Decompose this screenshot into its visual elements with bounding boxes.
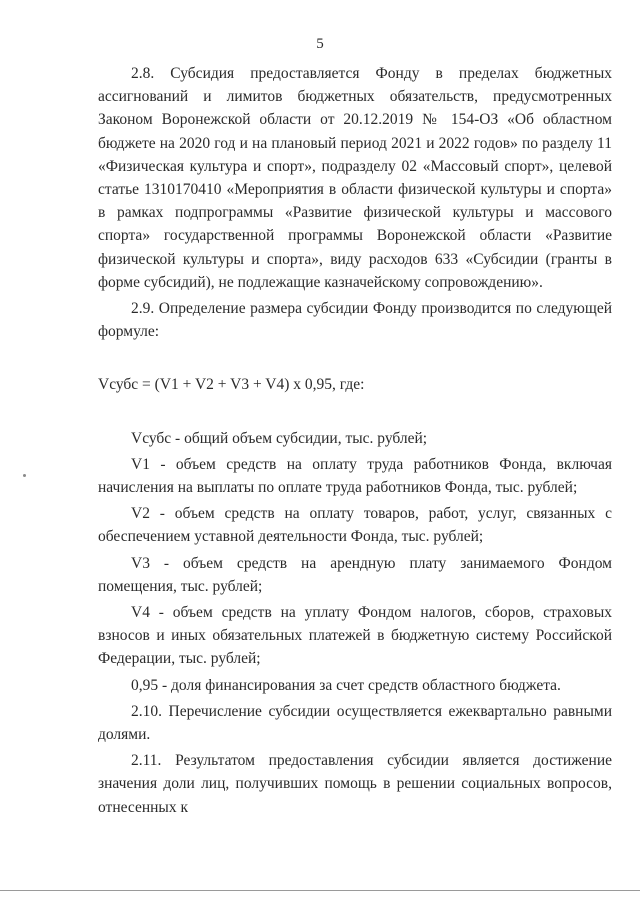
page-number: 5: [316, 36, 324, 52]
paragraph-2-10: 2.10. Перечисление субсидии осуществляется ежеквартально равными долями.: [98, 702, 612, 744]
scan-artifact-dot: [23, 474, 26, 477]
definition-v1: V1 - объем средств на оплату труда работников Фонда, включая начисления на выплаты по оплате труда работников Фонда, тыс. рублей;: [98, 455, 612, 497]
paragraph-2-8: 2.8. Субсидия предоставляется Фонду в пределах бюджетных ассигнований и лимитов бюджетных обязательств, предусмотренных Законом Воронежской области от 20.12.2019 № 154-ОЗ «Об областном бюджете на 2020 год и на плановый период 2021 и 2022 годов» по разделу 11 «Физическая культура и спорт», подразделу 02 «Массовый спорт», целевой статье 1310170410 «Мероприятия в области физической культуры и спорта» в рамках подпрограммы «Развитие физической культуры и массового спорта» государственной программы Воронежской области «Развитие физической культуры и спорта», виду расходов 633 «Субсидии (гранты в форме субсидий), не подлежащие казначейскому сопровождению».: [98, 65, 612, 291]
formula: Vсубс = (V1 + V2 + V3 + V4) х 0,95, где:: [98, 376, 365, 394]
definition-095: 0,95 - доля финансирования за счет средств областного бюджета.: [131, 676, 561, 694]
definition-v4: V4 - объем средств на уплату Фондом налогов, сборов, страховых взносов и иных обязательных платежей в бюджетную систему Российской Федерации, тыс. рублей;: [98, 604, 612, 668]
bottom-rule: [0, 890, 640, 891]
paragraph-2-9: 2.9. Определение размера субсидии Фонду производится по следующей формуле:: [98, 300, 612, 341]
document-body: [98, 62, 612, 819]
definition-vsubs: Vсубс - общий объем субсидии, тыс. рублей;: [131, 429, 428, 447]
definition-v3: V3 - объем средств на арендную плату занимаемого Фондом помещения, тыс. рублей;: [98, 554, 612, 595]
paragraph-2-11: 2.11. Результатом предоставления субсидии является достижение значения доли лиц, получивших помощь в решении социальных вопросов, отнесенных к: [98, 752, 612, 816]
definition-v2: V2 - объем средств на оплату товаров, работ, услуг, связанных с обеспечением уставной деятельности Фонда, тыс. рублей;: [98, 505, 612, 546]
